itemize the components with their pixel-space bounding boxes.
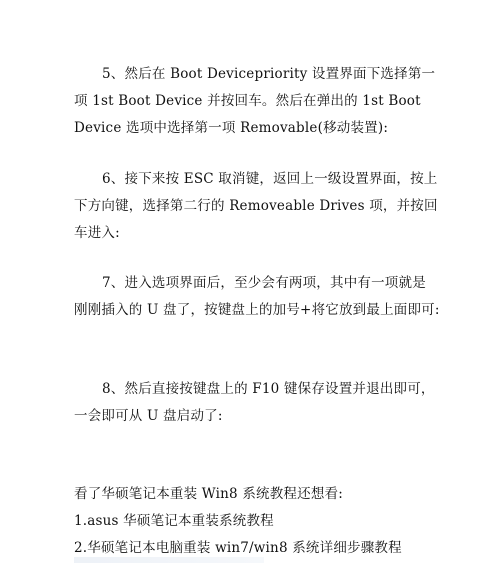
step5-line2: 项 1st Boot Device 并按回车。然后在弹出的 1st Boot [74, 93, 421, 109]
related-link-2[interactable]: 2.华硕笔记本电脑重装 win7/win8 系统详细步骤教程 [74, 540, 402, 556]
step6-line3: 车进入: [74, 225, 120, 241]
step5-line1: 5、然后在 Boot Devicepriority 设置界面下选择第一 [102, 66, 436, 82]
step6-line1: 6、接下来按 ESC 取消键，返回上一级设置界面，按上 [102, 171, 438, 187]
faint-watermark-line [74, 557, 264, 563]
step7-line2: 刚刚插入的 U 盘了，按键盘上的加号+将它放到最上面即可: [74, 302, 440, 318]
step6-line2: 下方向键，选择第二行的 Removeable Drives 项，并按回 [74, 198, 438, 214]
related-intro: 看了华硕笔记本重装 Win8 系统教程还想看: [74, 486, 343, 502]
step7-line1: 7、进入选项界面后，至少会有两项，其中有一项就是 [102, 275, 426, 291]
step5-line3: Device 选项中选择第一项 Removable(移动装置): [74, 120, 389, 136]
related-link-1[interactable]: 1.asus 华硕笔记本重装系统教程 [74, 513, 274, 529]
step8-line1: 8、然后直接按键盘上的 F10 键保存设置并退出即可， [102, 381, 435, 397]
step8-line2: 一会即可从 U 盘启动了: [74, 408, 223, 424]
